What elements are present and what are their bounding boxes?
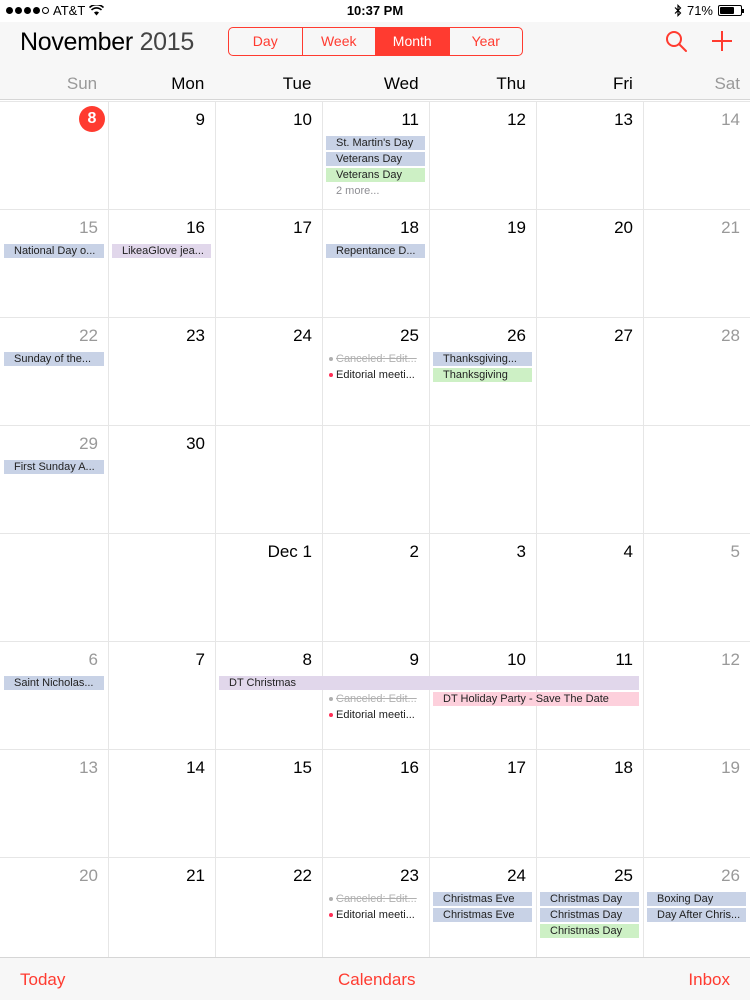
weekday-label-fri: Fri	[613, 74, 633, 93]
day-number: 30	[186, 434, 205, 453]
week-row	[0, 101, 750, 209]
today-date-badge: 8	[79, 106, 105, 132]
day-number: 15	[293, 758, 312, 777]
day-cell[interactable]	[429, 210, 536, 318]
view-tab-month[interactable]: Month	[376, 28, 450, 55]
day-number: 10	[507, 650, 526, 669]
day-number: 25	[400, 326, 419, 345]
calendar-event[interactable]	[112, 244, 211, 258]
day-cell[interactable]	[108, 642, 215, 750]
day-number: 26	[721, 866, 740, 885]
calendar-event[interactable]	[326, 168, 425, 182]
event-title: Canceled: Edit...	[336, 893, 417, 905]
day-number: 26	[507, 326, 526, 345]
status-time: 10:37 PM	[346, 3, 404, 18]
event-title: Repentance D...	[336, 245, 416, 257]
calendar-event[interactable]	[540, 892, 639, 906]
day-number: 13	[614, 110, 633, 129]
day-cell[interactable]	[322, 210, 429, 318]
canceled-event[interactable]	[326, 892, 425, 906]
calendar-event[interactable]	[433, 892, 532, 906]
calendar-event[interactable]	[433, 908, 532, 922]
calendar-event[interactable]	[219, 676, 639, 690]
week-row	[0, 533, 750, 641]
day-cell[interactable]	[215, 534, 322, 642]
day-number: 11	[401, 110, 419, 129]
week-row	[0, 749, 750, 857]
day-cell[interactable]	[429, 750, 536, 858]
calendar-event[interactable]	[647, 908, 746, 922]
day-number: Dec 1	[267, 542, 312, 561]
day-cell[interactable]	[215, 210, 322, 318]
day-number: 8	[302, 650, 312, 669]
day-cell[interactable]	[322, 750, 429, 858]
search-icon[interactable]	[663, 28, 689, 54]
event-dot-icon	[329, 913, 333, 917]
day-cell[interactable]	[215, 102, 322, 210]
day-number: 9	[195, 110, 205, 129]
calendar-event[interactable]	[647, 892, 746, 906]
calendar-header	[0, 22, 750, 100]
status-bar	[0, 0, 750, 22]
event-title: Canceled: Edit...	[336, 353, 417, 365]
event-title: Day After Chris...	[657, 909, 741, 921]
day-cell[interactable]	[0, 210, 108, 318]
day-cell[interactable]	[643, 642, 750, 750]
event-dot-icon	[329, 897, 333, 901]
event-title: Veterans Day	[336, 153, 403, 165]
battery-icon	[718, 5, 742, 16]
day-cell[interactable]	[0, 534, 108, 642]
day-cell[interactable]	[108, 426, 215, 534]
day-cell[interactable]	[643, 750, 750, 858]
view-tab-year[interactable]: Year	[471, 33, 500, 49]
event-title: LikeaGlove jea...	[122, 245, 204, 257]
day-cell[interactable]	[536, 318, 643, 426]
day-number: 21	[721, 218, 740, 237]
day-cell[interactable]	[429, 534, 536, 642]
day-number: 6	[88, 650, 98, 669]
calendar-event[interactable]	[4, 460, 104, 474]
day-number: 3	[516, 542, 526, 561]
calendar-event[interactable]	[326, 136, 425, 150]
weekday-label-thu: Thu	[496, 74, 526, 93]
page-title	[20, 28, 194, 57]
event-title: Veterans Day	[336, 169, 403, 181]
day-cell[interactable]	[429, 426, 536, 534]
day-cell[interactable]	[108, 750, 215, 858]
day-cell[interactable]	[215, 318, 322, 426]
day-number: 14	[721, 110, 740, 129]
event-title: Canceled: Edit...	[336, 693, 417, 705]
weekday-label-tue: Tue	[282, 74, 312, 93]
week-row	[0, 425, 750, 533]
event-title: Christmas Eve	[443, 909, 515, 921]
day-number: 23	[186, 326, 205, 345]
day-cell[interactable]	[215, 642, 322, 750]
view-tab-day[interactable]: Day	[229, 28, 303, 55]
day-cell[interactable]	[322, 534, 429, 642]
bottom-toolbar	[0, 957, 750, 1000]
week-row	[0, 209, 750, 317]
day-cell[interactable]	[0, 426, 108, 534]
battery-percent: 71%	[686, 3, 713, 18]
day-number: 18	[614, 758, 633, 777]
week-row	[0, 317, 750, 425]
event-title: Christmas Eve	[443, 893, 515, 905]
carrier-label: AT&T	[53, 3, 86, 18]
event-title: 2 more...	[336, 185, 380, 197]
day-number: 21	[186, 866, 205, 885]
day-cell[interactable]	[108, 102, 215, 210]
weekday-header-row	[0, 74, 750, 98]
event-title: Thanksgiving...	[443, 353, 517, 365]
day-cell[interactable]	[215, 426, 322, 534]
day-cell[interactable]	[108, 534, 215, 642]
day-cell[interactable]	[108, 318, 215, 426]
view-tab-week[interactable]: Week	[303, 28, 377, 55]
day-number: 16	[186, 218, 205, 237]
day-cell[interactable]	[0, 318, 108, 426]
day-number: 27	[614, 326, 633, 345]
event-title: Sunday of the...	[14, 353, 92, 365]
day-number: 9	[409, 650, 419, 669]
calendars-button[interactable]: Calendars	[338, 970, 416, 989]
calendar-event[interactable]	[433, 368, 532, 382]
day-number: 7	[195, 650, 205, 669]
more-events-link[interactable]	[326, 184, 425, 198]
week-row	[0, 641, 750, 749]
event-title: DT Holiday Party - Save The Date	[443, 693, 609, 705]
day-number: 29	[79, 434, 98, 453]
day-cell[interactable]	[643, 426, 750, 534]
today-button[interactable]: Today	[20, 970, 66, 989]
day-number: 18	[400, 218, 419, 237]
day-number: 24	[293, 326, 312, 345]
weekday-label-wed: Wed	[383, 74, 419, 93]
event-title: St. Martin's Day	[336, 137, 414, 149]
day-number: 20	[614, 218, 633, 237]
event-title: First Sunday A...	[14, 461, 95, 473]
day-cell[interactable]	[643, 210, 750, 318]
day-number: 19	[507, 218, 526, 237]
day-cell[interactable]	[215, 750, 322, 858]
day-cell[interactable]	[643, 534, 750, 642]
day-number: 25	[614, 866, 633, 885]
day-number: 24	[507, 866, 526, 885]
day-number: 23	[400, 866, 419, 885]
calendar-event[interactable]	[326, 368, 425, 382]
calendar-event[interactable]	[433, 352, 532, 366]
day-number: 17	[507, 758, 526, 777]
event-dot-icon	[329, 697, 333, 701]
day-cell[interactable]	[215, 858, 322, 966]
day-number: 2	[409, 542, 419, 561]
calendar-event[interactable]	[4, 244, 104, 258]
view-segmented-control	[228, 27, 523, 56]
weekday-label-sat: Sat	[714, 74, 740, 93]
calendar-event[interactable]	[326, 244, 425, 258]
calendar-event[interactable]	[540, 908, 639, 922]
event-title: Thanksgiving	[443, 369, 508, 381]
weekday-label-mon: Mon	[171, 74, 205, 93]
event-title: DT Christmas	[229, 677, 297, 689]
canceled-event[interactable]	[326, 692, 425, 706]
day-number: 12	[507, 110, 526, 129]
day-cell[interactable]	[643, 102, 750, 210]
add-event-icon[interactable]	[709, 28, 735, 54]
weekday-label-sun: Sun	[66, 74, 98, 93]
calendar-event[interactable]	[326, 908, 425, 922]
day-cell[interactable]	[643, 318, 750, 426]
bluetooth-icon	[674, 4, 682, 17]
day-number: 28	[721, 326, 740, 345]
calendar-event[interactable]	[433, 692, 639, 706]
day-cell[interactable]	[536, 426, 643, 534]
event-title: Saint Nicholas...	[14, 677, 94, 689]
status-right	[674, 3, 742, 18]
event-title: Christmas Day	[550, 909, 623, 921]
month-grid	[0, 101, 750, 957]
day-number: 5	[730, 542, 740, 561]
calendar-event[interactable]	[326, 708, 425, 722]
day-cell[interactable]	[536, 102, 643, 210]
calendar-event[interactable]	[540, 924, 639, 938]
day-number: 11	[615, 650, 633, 669]
day-cell[interactable]	[429, 102, 536, 210]
day-cell[interactable]	[108, 858, 215, 966]
inbox-button[interactable]: Inbox	[688, 970, 730, 989]
day-number: 22	[293, 866, 312, 885]
event-dot-icon	[329, 713, 333, 717]
title-month: November	[20, 28, 133, 56]
day-number: 4	[623, 542, 633, 561]
day-number: 22	[79, 326, 98, 345]
day-cell[interactable]	[0, 102, 108, 210]
week-row	[0, 857, 750, 965]
event-dot-icon	[329, 357, 333, 361]
day-number: 16	[400, 758, 419, 777]
event-title: Editorial meeti...	[336, 369, 415, 381]
calendar-event[interactable]	[4, 676, 104, 690]
title-year: 2015	[139, 28, 194, 56]
day-cell[interactable]	[536, 750, 643, 858]
day-cell[interactable]	[322, 426, 429, 534]
event-title: Editorial meeti...	[336, 709, 415, 721]
day-number: 15	[79, 218, 98, 237]
day-number: 13	[79, 758, 98, 777]
day-cell[interactable]	[536, 534, 643, 642]
event-title: Boxing Day	[657, 893, 714, 905]
event-title: Editorial meeti...	[336, 909, 415, 921]
event-title: Christmas Day	[550, 925, 623, 937]
day-cell[interactable]	[0, 642, 108, 750]
day-cell[interactable]	[0, 750, 108, 858]
day-number: 17	[293, 218, 312, 237]
day-number: 20	[79, 866, 98, 885]
day-number: 10	[293, 110, 312, 129]
calendar-event[interactable]	[4, 352, 104, 366]
day-number: 14	[186, 758, 205, 777]
event-title: National Day o...	[14, 245, 96, 257]
calendar-event[interactable]	[326, 152, 425, 166]
day-cell[interactable]	[108, 210, 215, 318]
day-cell[interactable]	[536, 210, 643, 318]
event-title: Christmas Day	[550, 893, 623, 905]
day-number: 19	[721, 758, 740, 777]
canceled-event[interactable]	[326, 352, 425, 366]
event-dot-icon	[329, 373, 333, 377]
day-cell[interactable]	[0, 858, 108, 966]
day-number: 12	[721, 650, 740, 669]
